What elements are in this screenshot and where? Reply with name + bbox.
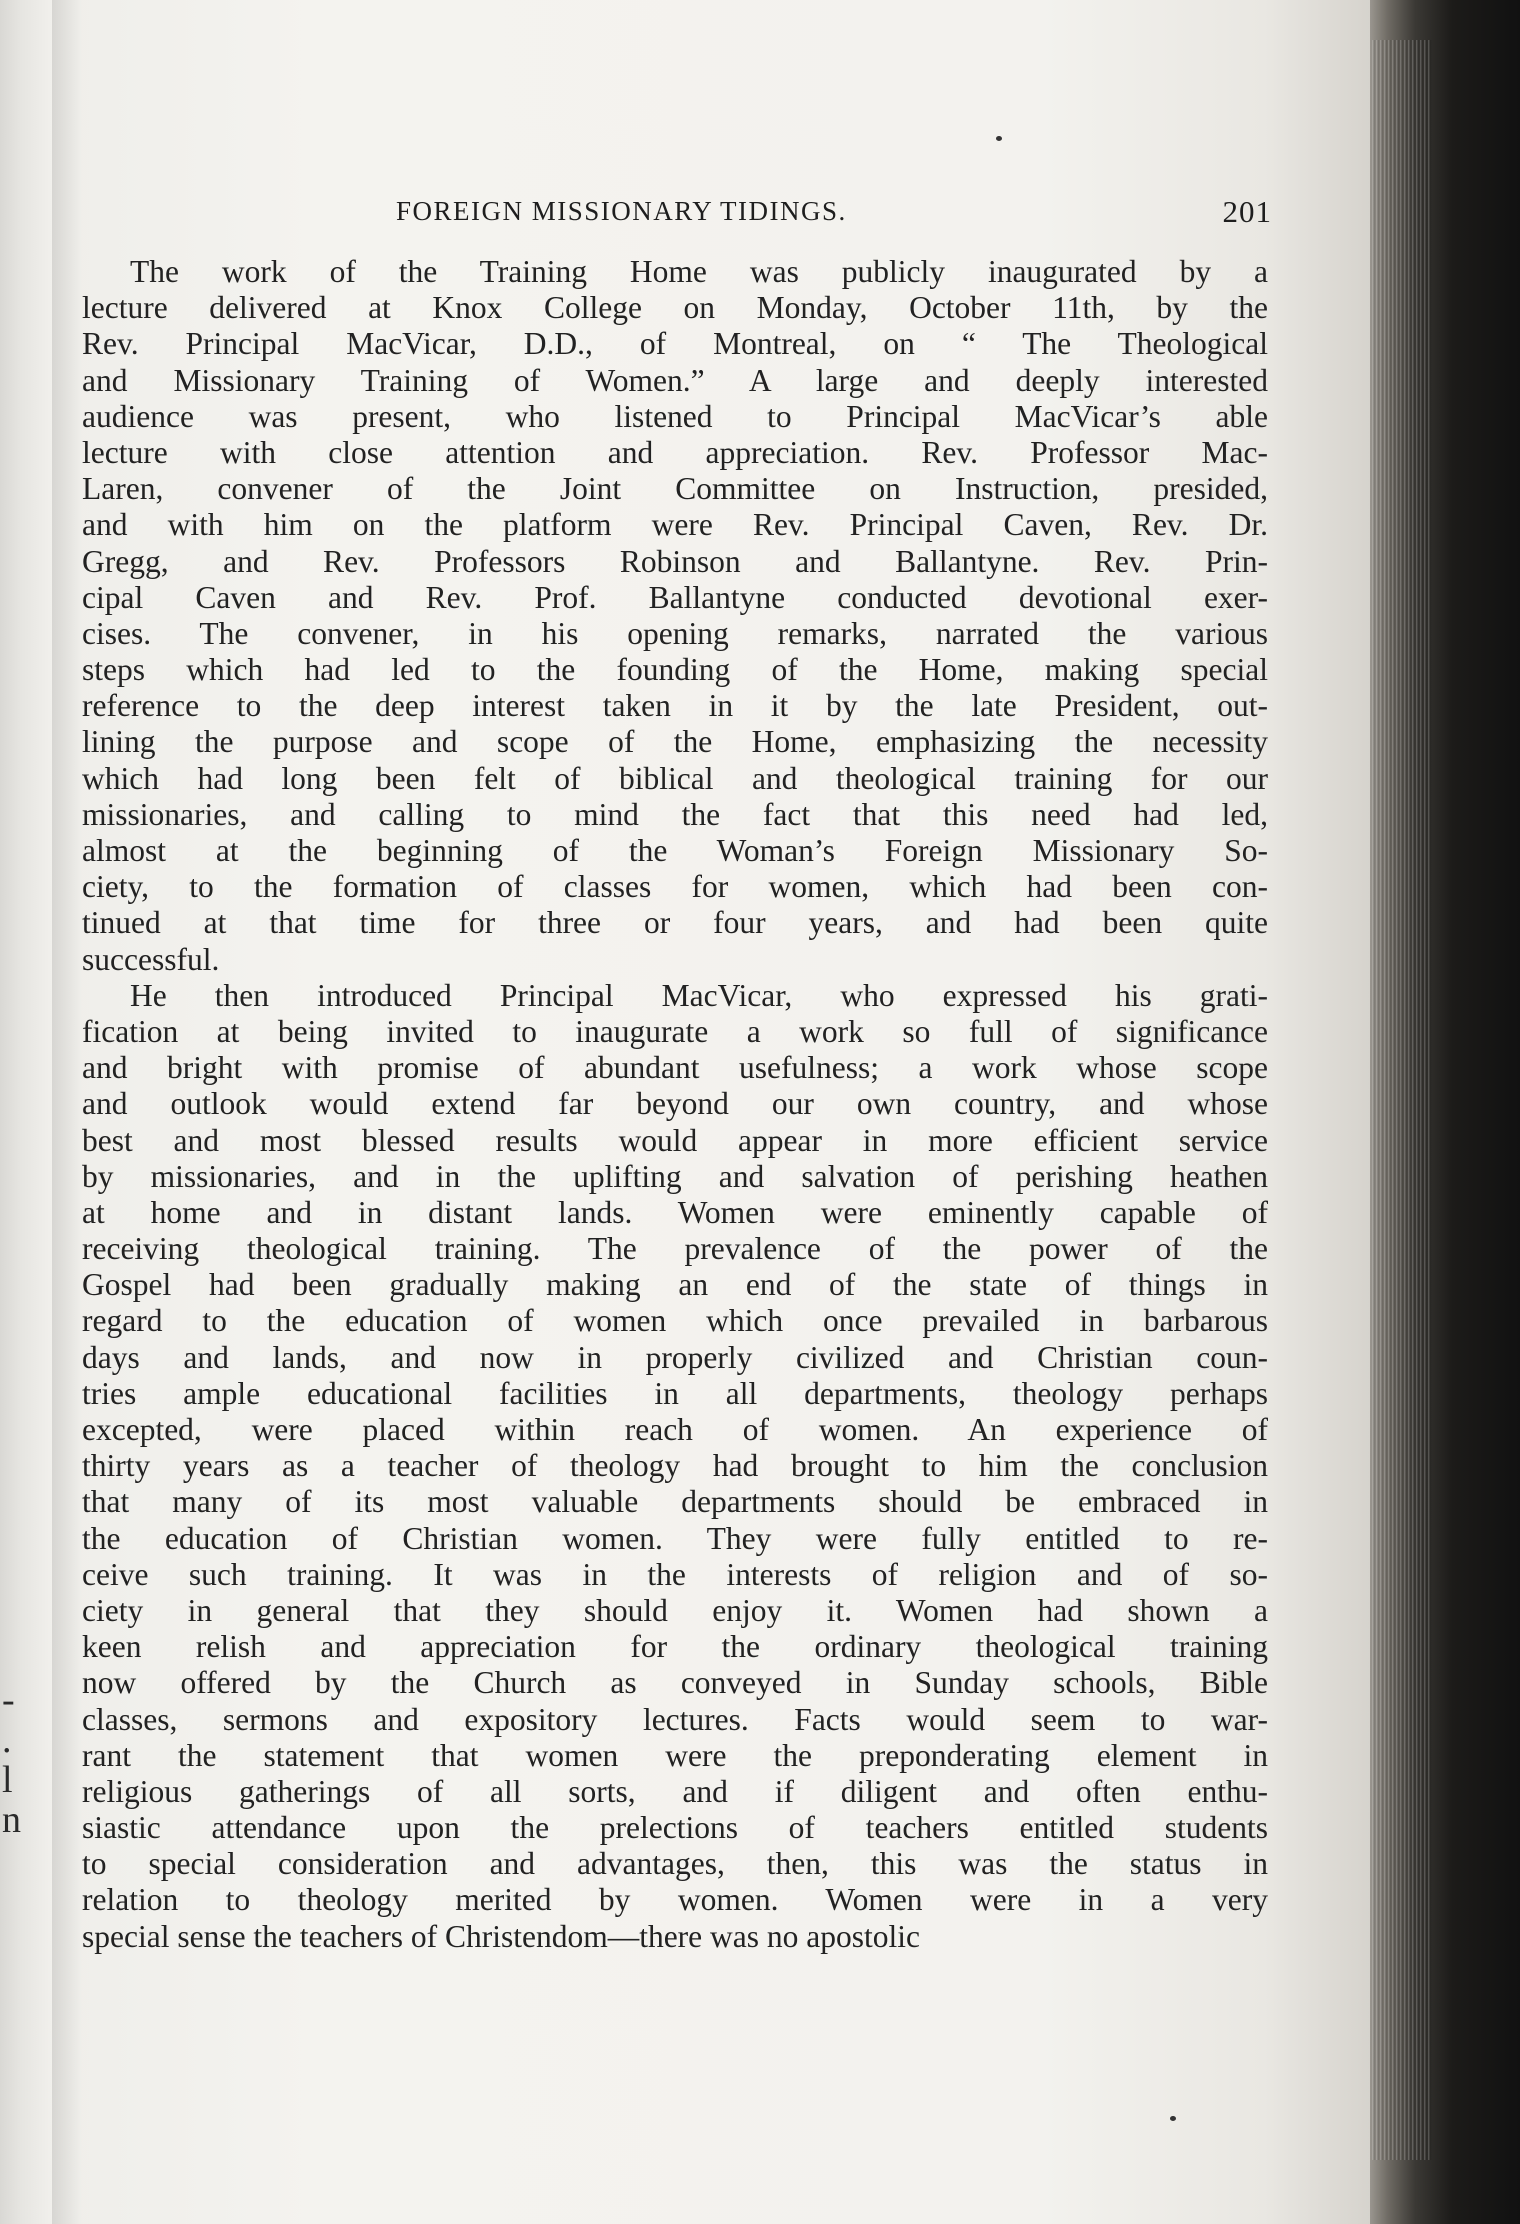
text-line: Laren, convener of the Joint Committee on Instruction, presided, [82, 471, 1268, 507]
text-line: that many of its most valuable departments should be embraced in [82, 1484, 1268, 1520]
facing-page-edge [0, 0, 52, 2224]
text-line: ciety in general that they should enjoy it. Women had shown a [82, 1592, 1268, 1628]
text-line: thirty years as a teacher of theology had brought to him the conclusion [82, 1448, 1268, 1484]
paragraph [82, 254, 1268, 978]
page-number: 201 [1222, 194, 1272, 229]
text-line: religious gatherings of all sorts, and if diligent and often enthu- [82, 1773, 1268, 1809]
text-line: cipal Caven and Rev. Prof. Ballantyne conducted devotional exer- [82, 579, 1268, 615]
text-line: lecture with close attention and appreciation. Rev. Professor Mac- [82, 434, 1268, 470]
text-line: receiving theological training. The prevalence of the power of the [82, 1231, 1268, 1267]
text-line: lecture delivered at Knox College on Monday, October 11th, by the [82, 290, 1268, 326]
text-line: missionaries, and calling to mind the fact that this need had led, [82, 796, 1268, 832]
text-line: ceive such training. It was in the interests of religion and of so- [82, 1556, 1268, 1592]
text-line: reference to the deep interest taken in it by the late President, out- [82, 688, 1268, 724]
text-line: cises. The convener, in his opening remarks, narrated the various [82, 615, 1268, 651]
text-line: regard to the education of women which once prevailed in barbarous [82, 1303, 1268, 1339]
text-line: and with him on the platform were Rev. Principal Caven, Rev. Dr. [82, 507, 1268, 543]
text-line: siastic attendance upon the prelections of teachers entitled students [82, 1810, 1268, 1846]
text-line: Rev. Principal MacVicar, D.D., of Montreal, on “ The Theological [82, 326, 1268, 362]
facing-page-text-fragments [2, 1640, 32, 1840]
text-line: by missionaries, and in the uplifting and salvation of perishing heathen [82, 1158, 1268, 1194]
facing-page-fragment: . [2, 1719, 12, 1761]
text-line: Gospel had been gradually making an end of the state of things in [82, 1267, 1268, 1303]
text-line: the education of Christian women. They were fully entitled to re- [82, 1520, 1268, 1556]
text-line: ciety, to the formation of classes for women, which had been con- [82, 869, 1268, 905]
text-line: keen relish and appreciation for the ordinary theological training [82, 1629, 1268, 1665]
text-line: and Missionary Training of Women.” A large and deeply interested [82, 362, 1268, 398]
text-line: tries ample educational facilities in all departments, theology perhaps [82, 1375, 1268, 1411]
text-line: He then introduced Principal MacVicar, who expressed his grati- [130, 977, 1268, 1013]
text-line: audience was present, who listened to Principal MacVicar’s able [82, 398, 1268, 434]
gutter-shadow [52, 0, 82, 2224]
text-line: steps which had led to the founding of the Home, making special [82, 652, 1268, 688]
facing-page-fragment: - [2, 1679, 15, 1721]
text-line: days and lands, and now in properly civilized and Christian coun- [82, 1339, 1268, 1375]
text-line: relation to theology merited by women. Women were in a very [82, 1882, 1268, 1918]
print-speck [1170, 2116, 1176, 2121]
facing-page-fragment: n [2, 1799, 21, 1841]
text-line: excepted, were placed within reach of women. An experience of [82, 1412, 1268, 1447]
text-line: which had long been felt of biblical and theological training for our [82, 760, 1268, 796]
text-line: special sense the teachers of Christendom—there was no apostolic [82, 1918, 920, 1954]
text-line: to special consideration and advantages, then, this was the status in [82, 1846, 1268, 1882]
running-head [100, 196, 1272, 236]
text-line: Gregg, and Rev. Professors Robinson and Ballantyne. Rev. Prin- [82, 543, 1268, 579]
article-body [82, 254, 1268, 1955]
text-line: at home and in distant lands. Women were eminently capable of [82, 1194, 1268, 1230]
text-line: successful. [82, 941, 220, 977]
running-head-title: FOREIGN MISSIONARY TIDINGS. [396, 196, 847, 226]
text-line: almost at the beginning of the Woman’s Foreign Missionary So- [82, 833, 1268, 868]
facing-page-fragment: l [2, 1759, 13, 1801]
text-line: The work of the Training Home was publicly inaugurated by a [130, 254, 1268, 289]
text-line: now offered by the Church as conveyed in Sunday schools, Bible [82, 1665, 1268, 1701]
text-line: and outlook would extend far beyond our own country, and whose [82, 1086, 1268, 1122]
text-line: fication at being invited to inaugurate a work so full of significance [82, 1013, 1268, 1049]
paragraph [82, 978, 1268, 1955]
page-stack-lines [1372, 40, 1432, 2160]
print-speck [996, 136, 1002, 141]
text-line: and bright with promise of abundant usefulness; a work whose scope [82, 1050, 1268, 1086]
text-line: lining the purpose and scope of the Home, emphasizing the necessity [82, 724, 1268, 760]
text-line: tinued at that time for three or four years, and had been quite [82, 905, 1268, 941]
text-line: best and most blessed results would appear in more efficient service [82, 1122, 1268, 1158]
facing-page-fragment [2, 1640, 32, 1680]
text-line: classes, sermons and expository lectures. Facts would seem to war- [82, 1701, 1268, 1737]
text-line: rant the statement that women were the preponderating element in [82, 1737, 1268, 1773]
